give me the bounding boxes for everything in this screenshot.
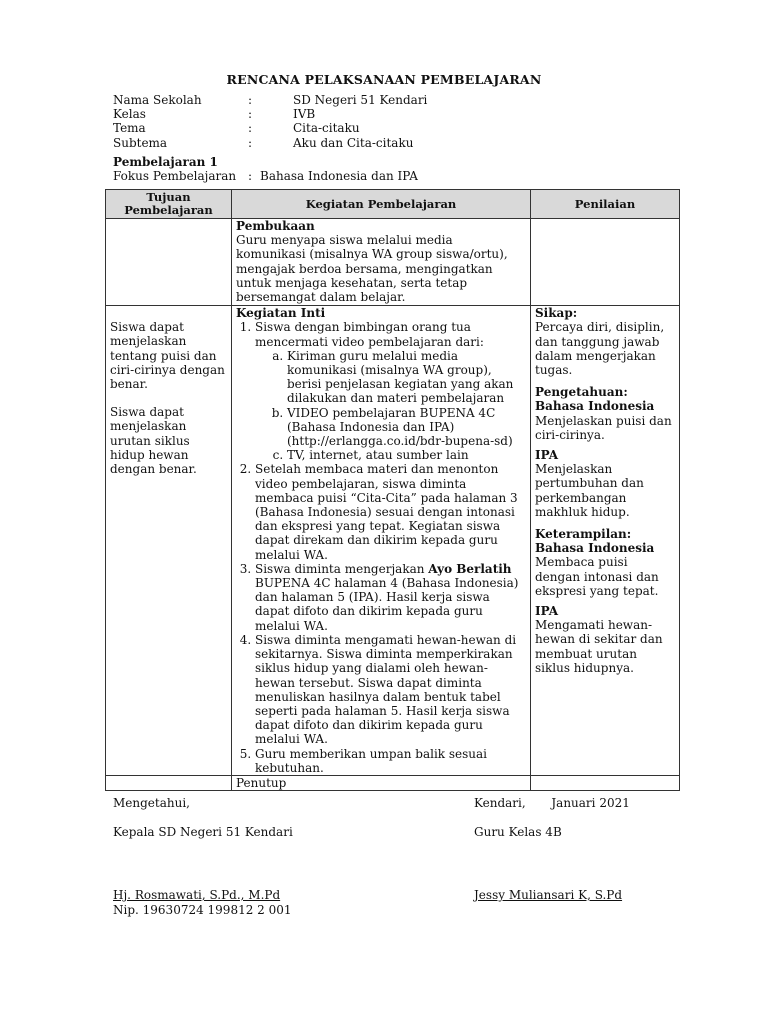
- principal-name: Hj. Rosmawati, S.Pd., M.Pd: [113, 888, 281, 902]
- colon: :: [248, 107, 253, 122]
- step-text: Siswa dengan bimbingan orang tua mencermati video pembelajaran dari:: [255, 320, 484, 349]
- list-item: 5. Guru memberikan umpan balik sesuai kebutuhan.: [255, 747, 526, 775]
- skills-ipa-text: Mengamati hewan-hewan di sekitar dan membuat urutan siklus hidupnya.: [535, 618, 663, 675]
- core-title: Kegiatan Inti: [236, 306, 326, 321]
- opening-objectives-cell: [106, 219, 232, 306]
- header-objectives: Tujuan Pembelajaran: [106, 190, 232, 219]
- list-item: c. TV, internet, atau sumber lain: [287, 448, 526, 462]
- header-activities: Kegiatan Pembelajaran: [232, 190, 531, 219]
- objective-item: Siswa dapat menjelaskan urutan siklus hidup hewan dengan benar.: [110, 405, 197, 477]
- knowledge-bi-text: Menjelaskan puisi dan ciri-cirinya.: [535, 413, 672, 442]
- school-value: SD Negeri 51 Kendari: [293, 93, 428, 107]
- list-item: [255, 320, 526, 462]
- lesson-plan-table: [105, 189, 680, 791]
- core-objectives-cell: [106, 306, 232, 776]
- identity-block: [113, 93, 427, 150]
- identity-row-subtheme: [113, 136, 427, 150]
- closing-title: Penutup: [232, 775, 531, 790]
- core-steps-list: [236, 320, 526, 775]
- focus-value: Bahasa Indonesia dan IPA: [260, 169, 418, 183]
- class-label: Kelas: [113, 107, 146, 122]
- colon: :: [248, 169, 253, 183]
- table-header-row: [106, 190, 680, 219]
- table-row-core: [106, 306, 680, 776]
- colon: :: [248, 93, 253, 107]
- colon: :: [248, 135, 253, 150]
- list-item: [255, 562, 526, 633]
- identity-row-theme: [113, 121, 427, 135]
- table-row-closing: [106, 775, 680, 790]
- lesson-focus: [113, 169, 418, 183]
- list-item: b. VIDEO pembelajaran BUPENA 4C (Bahasa Indonesia dan IPA) (http://erlangga.co.id/bdr-bupena-sd): [287, 406, 526, 449]
- skills-bi-text: Membaca puisi dengan intonasi dan ekspresi yang tepat.: [535, 555, 659, 598]
- attitude-title: Sikap:: [535, 306, 578, 321]
- opening-activities-cell: [232, 219, 531, 306]
- principal-nip: Nip. 19630724 199812 2 001: [113, 903, 292, 917]
- theme-label: Tema: [113, 121, 146, 136]
- school-label: Nama Sekolah: [113, 93, 202, 107]
- step1-sub-list: [255, 349, 526, 463]
- step-emphasis: Ayo Berlatih: [428, 561, 512, 576]
- identity-row-school: [113, 93, 427, 107]
- lesson-heading: Pembelajaran 1: [113, 155, 218, 169]
- page-title: RENCANA PELAKSANAAN PEMBELAJARAN: [226, 72, 542, 87]
- identity-row-class: [113, 107, 427, 121]
- subtheme-label: Subtema: [113, 135, 168, 150]
- skills-ipa-title: IPA: [535, 604, 559, 619]
- knowledge-ipa-title: IPA: [535, 448, 559, 463]
- class-value: IVB: [293, 107, 316, 122]
- step-text: BUPENA 4C halaman 4 (Bahasa Indonesia) dan halaman 5 (IPA). Hasil kerja siswa dapat difoto dan dikirim kepada guru melalui WA.: [255, 576, 519, 633]
- skills-title: Keterampilan:: [535, 527, 632, 542]
- skills-bi-title: Bahasa Indonesia: [535, 541, 655, 556]
- closing-assessment-cell: [531, 775, 680, 790]
- list-item: 2. Setelah membaca materi dan menonton video pembelajaran, siswa diminta membaca puisi “Cita-Cita” pada halaman 3 (Bahasa Indonesia) sesuai dengan intonasi dan ekspresi yang tepat. Kegiatan siswa dapat direkam dan dikirim kepada guru melalui WA.: [255, 462, 526, 561]
- objective-item: Siswa dapat menjelaskan tentang puisi dan ciri-cirinya dengan benar.: [110, 320, 225, 392]
- header-assessment: Penilaian: [531, 190, 680, 219]
- closing-objectives-cell: [106, 775, 232, 790]
- knowledge-bi-title: Bahasa Indonesia: [535, 399, 655, 414]
- core-assessment-cell: [531, 306, 680, 776]
- theme-value: Cita-citaku: [293, 121, 360, 136]
- list-item: a. Kiriman guru melalui media komunikasi (misalnya WA group), berisi penjelasan kegiatan yang akan dilakukan dan materi pembelajaran: [287, 349, 526, 406]
- table-row-opening: [106, 219, 680, 306]
- knowledge-ipa-text: Menjelaskan pertumbuhan dan perkembangan makhluk hidup.: [535, 462, 644, 519]
- colon: :: [248, 121, 253, 136]
- principal-role: Kepala SD Negeri 51 Kendari: [113, 825, 293, 839]
- date-text: Januari 2021: [551, 796, 630, 810]
- subtheme-value: Aku dan Cita-citaku: [293, 135, 414, 150]
- attitude-text: Percaya diri, disiplin, dan tanggung jawab dalam mengerjakan tugas.: [535, 320, 665, 378]
- list-item: 4. Siswa diminta mengamati hewan-hewan di sekitarnya. Siswa diminta memperkirakan siklus hidup yang dialami oleh hewan-hewan tersebut. Siswa dapat diminta menuliskan hasilnya dalam bentuk tabel seperti pada halaman 5. Hasil kerja siswa dapat difoto dan dikirim kepada guru melalui WA.: [255, 633, 526, 747]
- place-text: Kendari,: [474, 796, 526, 810]
- opening-title: Pembukaan: [236, 219, 315, 233]
- teacher-name: Jessy Muliansari K, S.Pd: [474, 888, 623, 902]
- focus-label: Fokus Pembelajaran: [113, 169, 237, 183]
- opening-text: Guru menyapa siswa melalui media komunikasi (misalnya WA group siswa/ortu), mengajak berdoa bersama, mengingatkan untuk menjaga kesehatan, serta tetap bersemangat dalam belajar.: [236, 233, 508, 305]
- acknowledged-label: Mengetahui,: [113, 796, 190, 810]
- opening-assessment-cell: [531, 219, 680, 306]
- core-activities-cell: [232, 306, 531, 776]
- teacher-role: Guru Kelas 4B: [474, 825, 562, 839]
- step-text: Siswa diminta mengerjakan: [255, 561, 429, 576]
- place-date: [474, 796, 630, 810]
- knowledge-title: Pengetahuan:: [535, 385, 628, 400]
